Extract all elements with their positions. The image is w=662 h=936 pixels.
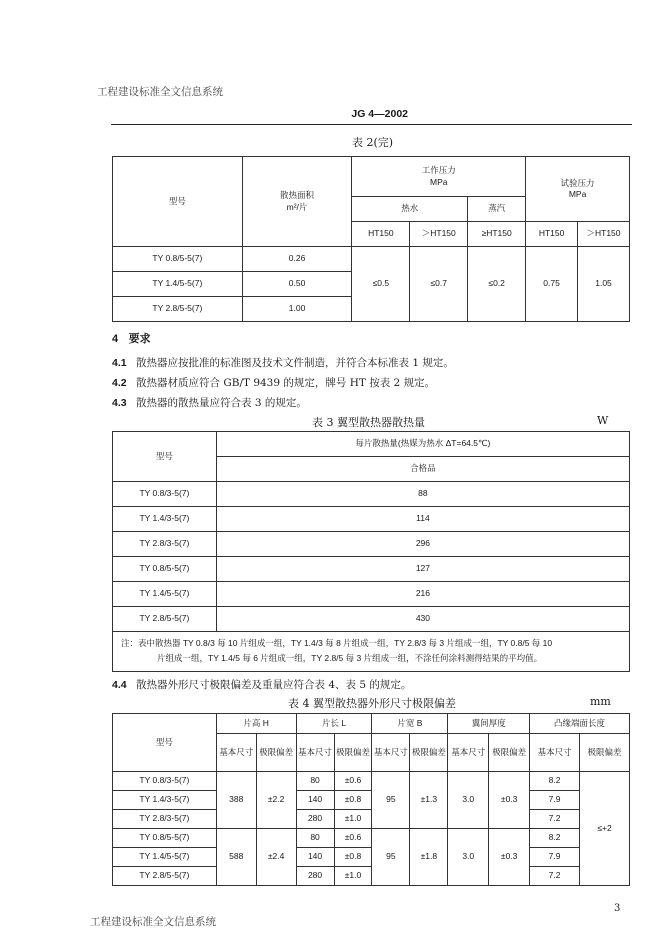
table4-ldev: ±0.6 bbox=[334, 772, 372, 791]
standard-number: JG 4—2002 bbox=[351, 108, 408, 120]
table4-model: TY 0.8/5-5(7) bbox=[113, 829, 217, 848]
table4-flange: 7.2 bbox=[530, 867, 580, 886]
table4-hdev: ±2.2 bbox=[256, 772, 296, 829]
table3 bbox=[112, 431, 630, 672]
table4-sub-dev: 极限偏差 bbox=[334, 734, 372, 772]
table2-hdr: ＞HT150 bbox=[578, 222, 630, 247]
table2-hdr: HT150 bbox=[352, 222, 410, 247]
table3-model: TY 1.4/3-5(7) bbox=[113, 507, 217, 532]
table3-model: TY 0.8/3-5(7) bbox=[113, 482, 217, 507]
table4-sub-basic: 基本尺寸 bbox=[296, 734, 334, 772]
table3-col-model: 型号 bbox=[113, 432, 217, 482]
table2-merged: 0.75 bbox=[526, 247, 578, 322]
table4-unit: mm bbox=[590, 695, 611, 708]
table2-col-area: 散热面积 m²/片 bbox=[242, 157, 352, 247]
table4-l: 140 bbox=[296, 791, 334, 810]
table4-group: 片高 H bbox=[216, 714, 296, 734]
table4-ldev: ±0.8 bbox=[334, 848, 372, 867]
table4-col-model: 型号 bbox=[113, 714, 217, 772]
table4-ldev: ±0.6 bbox=[334, 829, 372, 848]
table2-area: 0.50 bbox=[242, 272, 352, 297]
table4-l: 80 bbox=[296, 829, 334, 848]
table4-l: 140 bbox=[296, 848, 334, 867]
table4-sub-dev: 极限偏差 bbox=[410, 734, 448, 772]
table2-area: 1.00 bbox=[242, 297, 352, 322]
table3-value: 216 bbox=[216, 582, 629, 607]
table4-model: TY 2.8/3-5(7) bbox=[113, 810, 217, 829]
table2-hdr: ＞HT150 bbox=[410, 222, 468, 247]
table4-h: 388 bbox=[216, 772, 256, 829]
table3-col-heat: 每片散热量(热媒为热水 ΔT=64.5℃) bbox=[216, 432, 629, 457]
table2-merged: 1.05 bbox=[578, 247, 630, 322]
table2-model: TY 1.4/5-5(7) bbox=[113, 272, 243, 297]
table4-sub-basic: 基本尺寸 bbox=[216, 734, 256, 772]
table3-value: 296 bbox=[216, 532, 629, 557]
table4-l: 80 bbox=[296, 772, 334, 791]
table3-model: TY 2.8/3-5(7) bbox=[113, 532, 217, 557]
table4-t: 3.0 bbox=[448, 829, 489, 886]
table4-hdev: ±2.4 bbox=[256, 829, 296, 886]
table4-model: TY 2.8/5-5(7) bbox=[113, 867, 217, 886]
table4-flange: 7.2 bbox=[530, 810, 580, 829]
table3-value: 114 bbox=[216, 507, 629, 532]
table3-col-sub: 合格品 bbox=[216, 457, 629, 482]
table4-flange: 8.2 bbox=[530, 829, 580, 848]
header-rule bbox=[111, 124, 632, 125]
table4-sub-basic: 基本尺寸 bbox=[372, 734, 410, 772]
table3-unit: W bbox=[597, 414, 609, 427]
paragraph-4-1: 4.1 散热器应按批准的标准图及技术文件制造，并符合本标准表 1 规定。 bbox=[112, 357, 454, 369]
table4-bdev: ±1.8 bbox=[410, 829, 448, 886]
table4-h: 588 bbox=[216, 829, 256, 886]
table4-group: 凸缘端面长度 bbox=[530, 714, 630, 734]
table2-model: TY 2.8/5-5(7) bbox=[113, 297, 243, 322]
table4-model: TY 1.4/3-5(7) bbox=[113, 791, 217, 810]
table4-l: 280 bbox=[296, 867, 334, 886]
table2-merged: ≤0.5 bbox=[352, 247, 410, 322]
table2-col-test: 试验压力 MPa bbox=[526, 157, 630, 222]
table4-flange: 7.9 bbox=[530, 791, 580, 810]
table4-b: 95 bbox=[372, 772, 410, 829]
table4-b: 95 bbox=[372, 829, 410, 886]
table3-value: 430 bbox=[216, 607, 629, 632]
table4-sub-basic: 基本尺寸 bbox=[448, 734, 489, 772]
paragraph-4-3: 4.3 散热器的散热量应符合表 3 的规定。 bbox=[112, 397, 307, 409]
paragraph-4-4: 4.4 散热器外形尺寸极限偏差及重量应符合表 4、表 5 的规定。 bbox=[112, 679, 412, 691]
table4 bbox=[112, 713, 630, 886]
table4-ldev: ±0.8 bbox=[334, 791, 372, 810]
table3-model: TY 0.8/5-5(7) bbox=[113, 557, 217, 582]
table4-tdev: ±0.3 bbox=[489, 829, 530, 886]
table2-hdr: HT150 bbox=[526, 222, 578, 247]
table4-group: 翼间厚度 bbox=[448, 714, 530, 734]
table3-model: TY 1.4/5-5(7) bbox=[113, 582, 217, 607]
table2-caption: 表 2(完) bbox=[352, 136, 394, 149]
table4-flange: 8.2 bbox=[530, 772, 580, 791]
table4-flange-dev: ≤+2 bbox=[580, 772, 630, 886]
table3-caption: 表 3 翼型散热器散热量 bbox=[312, 416, 425, 429]
table4-l: 280 bbox=[296, 810, 334, 829]
table4-tdev: ±0.3 bbox=[489, 772, 530, 829]
table4-t: 3.0 bbox=[448, 772, 489, 829]
table4-sub-basic: 基本尺寸 bbox=[530, 734, 580, 772]
table2-merged: ≤0.2 bbox=[468, 247, 526, 322]
table4-model: TY 0.8/3-5(7) bbox=[113, 772, 217, 791]
table2 bbox=[112, 156, 630, 322]
table4-group: 片长 L bbox=[296, 714, 372, 734]
table2-sub-hot: 热水 bbox=[352, 197, 468, 222]
table3-note: 注：表中散热器 TY 0.8/3 每 10 片组成一组，TY 1.4/3 每 8 片组成一组，TY 2.8/3 每 3 片组成一组，TY 0.8/5 每 10 片组成一组，TY 1.4/5 每 6 片组成一组，TY 2.8/5 每 3 片组成一组，不涂任何涂料测得结果的平均值。 bbox=[113, 632, 630, 672]
page-number: 3 bbox=[614, 903, 621, 914]
table4-sub-dev: 极限偏差 bbox=[580, 734, 630, 772]
table3-model: TY 2.8/5-5(7) bbox=[113, 607, 217, 632]
table4-sub-dev: 极限偏差 bbox=[489, 734, 530, 772]
table4-bdev: ±1.3 bbox=[410, 772, 448, 829]
table2-merged: ≤0.7 bbox=[410, 247, 468, 322]
table4-model: TY 1.4/5-5(7) bbox=[113, 848, 217, 867]
table2-col-work: 工作压力 MPa bbox=[352, 157, 526, 197]
table2-sub-steam: 蒸汽 bbox=[468, 197, 526, 222]
table4-group: 片宽 B bbox=[372, 714, 448, 734]
table3-value: 88 bbox=[216, 482, 629, 507]
table2-hdr: ≥HT150 bbox=[468, 222, 526, 247]
paragraph-4-2: 4.2 散热器材质应符合 GB/T 9439 的规定，牌号 HT 按表 2 规定。 bbox=[112, 377, 436, 389]
header-system-name: 工程建设标准全文信息系统 bbox=[97, 86, 223, 98]
table4-caption: 表 4 翼型散热器外形尺寸极限偏差 bbox=[288, 697, 456, 710]
table2-model: TY 0.8/5-5(7) bbox=[113, 247, 243, 272]
table2-area: 0.26 bbox=[242, 247, 352, 272]
table4-ldev: ±1.0 bbox=[334, 867, 372, 886]
table4-flange: 7.9 bbox=[530, 848, 580, 867]
footer-system-name: 工程建设标准全文信息系统 bbox=[90, 916, 216, 928]
section-4-heading: 4 要求 bbox=[112, 333, 151, 345]
table2-col-model: 型号 bbox=[113, 157, 243, 247]
table4-ldev: ±1.0 bbox=[334, 810, 372, 829]
table3-value: 127 bbox=[216, 557, 629, 582]
table4-sub-dev: 极限偏差 bbox=[256, 734, 296, 772]
